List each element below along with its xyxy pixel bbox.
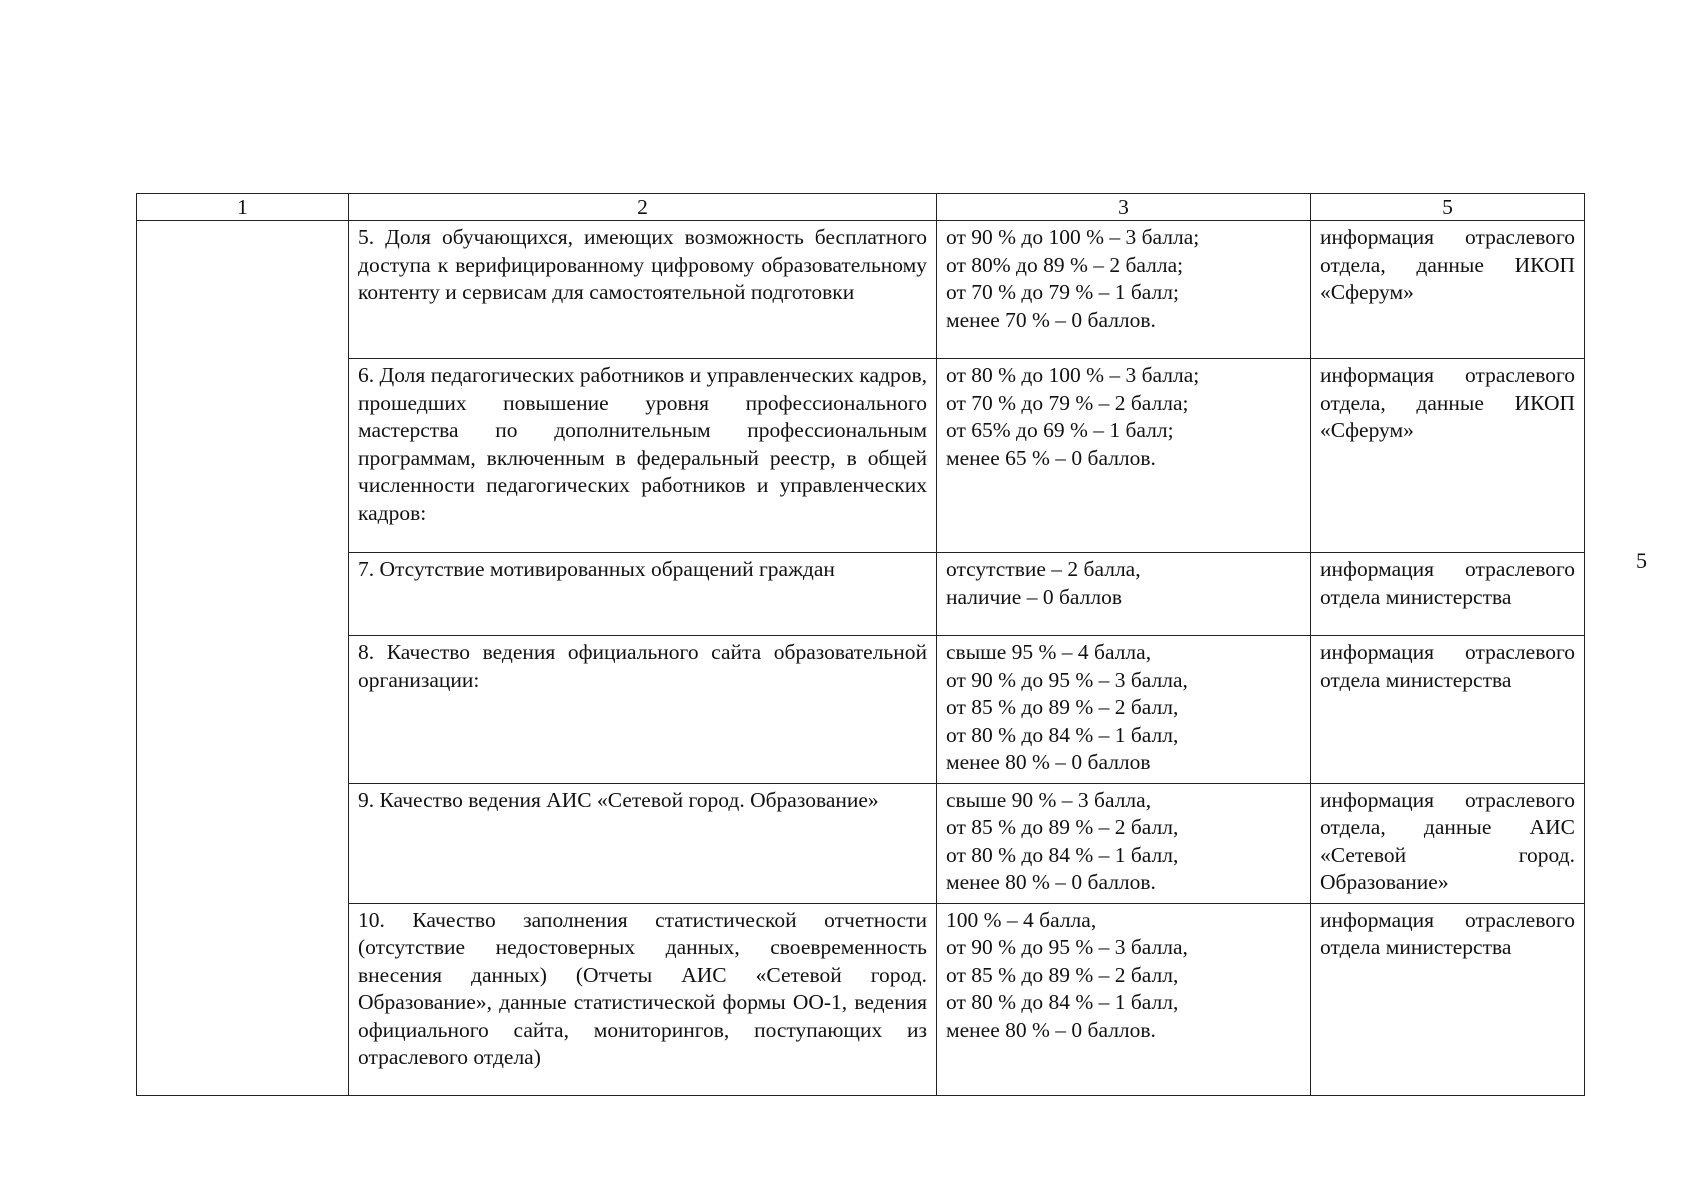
indicator-cell: 9. Качество ведения АИС «Сетевой город. Образование» xyxy=(349,783,937,903)
criteria-cell xyxy=(937,903,1311,1095)
table-row xyxy=(137,903,1585,1095)
indicator-cell: 6. Доля педагогических работников и управленческих кадров, прошедших повышение уровня профессионального мастерства по дополнительным профессиональным программам, включенным в федеральный реестр, в общей численности педагогических работников и управленческих кадров: xyxy=(349,359,937,553)
criteria-line: от 85 % до 89 % – 2 балл, xyxy=(946,962,1179,987)
criteria-line: менее 80 % – 0 баллов xyxy=(946,750,1151,774)
indicator-cell: 10. Качество заполнения статистической отчетности (отсутствие недостоверных данных, своевременность внесения данных) (Отчеты АИС «Сетевой город. Образование», данные статистической формы ОО-1, ведения официального сайта, мониторингов, поступающих из отраслевого отдела) xyxy=(349,903,937,1095)
page-number: 5 xyxy=(1636,548,1647,573)
criteria-line: от 80 % до 84 % – 1 балл, xyxy=(946,842,1179,867)
source-cell: информация отраслевого отдела, данные ИКОП «Сферум» xyxy=(1311,359,1585,553)
criteria-line: от 70 % до 79 % – 1 балл; xyxy=(946,280,1179,304)
criteria-line: 100 % – 4 балла, xyxy=(946,907,1097,932)
table-row xyxy=(137,553,1585,636)
column-number-2: 2 xyxy=(349,194,937,221)
criteria-line: от 80 % до 100 % – 3 балла; xyxy=(946,363,1200,387)
criteria-line: менее 70 % – 0 баллов. xyxy=(946,307,1156,332)
column-number-1: 1 xyxy=(137,194,349,221)
criteria-line: от 80% до 89 % – 2 балла; xyxy=(946,252,1184,277)
criteria-line: от 85 % до 89 % – 2 балл, xyxy=(946,695,1179,719)
criteria-cell xyxy=(937,221,1311,359)
table-row xyxy=(137,359,1585,553)
criteria-line: от 90 % до 100 % – 3 балла; xyxy=(946,225,1200,249)
criteria-line: от 85 % до 89 % – 2 балл, xyxy=(946,815,1179,839)
source-cell: информация отраслевого отдела министерства xyxy=(1311,553,1585,636)
criteria-table xyxy=(136,193,1585,1096)
criteria-line: от 70 % до 79 % – 2 балла; xyxy=(946,390,1189,415)
table-row xyxy=(137,636,1585,784)
column-number-3: 3 xyxy=(937,194,1311,221)
empty-first-column-cell xyxy=(137,221,349,1096)
source-cell: информация отраслевого отдела, данные АИС «Сетевой город. Образование» xyxy=(1311,783,1585,903)
criteria-line: отсутствие – 2 балла, xyxy=(946,557,1141,581)
column-number-5: 5 xyxy=(1311,194,1585,221)
criteria-line: от 80 % до 84 % – 1 балл, xyxy=(946,990,1179,1014)
indicator-cell: 8. Качество ведения официального сайта образовательной организации: xyxy=(349,636,937,784)
criteria-line: свыше 95 % – 4 балла, xyxy=(946,640,1152,664)
criteria-line: от 90 % до 95 % – 3 балла, xyxy=(946,935,1188,959)
indicator-cell: 5. Доля обучающихся, имеющих возможность бесплатного доступа к верифицированному цифровому образовательному контенту и сервисам для самостоятельной подготовки xyxy=(349,221,937,359)
table-header-row xyxy=(137,194,1585,221)
criteria-cell xyxy=(937,553,1311,636)
criteria-cell xyxy=(937,636,1311,784)
table-row xyxy=(137,783,1585,903)
criteria-line: от 65% до 69 % – 1 балл; xyxy=(946,418,1174,442)
indicator-cell: 7. Отсутствие мотивированных обращений граждан xyxy=(349,553,937,636)
source-cell: информация отраслевого отдела министерства xyxy=(1311,636,1585,784)
criteria-line: менее 65 % – 0 баллов. xyxy=(946,445,1156,470)
source-cell: информация отраслевого отдела, данные ИКОП «Сферум» xyxy=(1311,221,1585,359)
source-cell: информация отраслевого отдела министерства xyxy=(1311,903,1585,1095)
criteria-cell xyxy=(937,783,1311,903)
criteria-line: менее 80 % – 0 баллов. xyxy=(946,1017,1156,1042)
criteria-line: наличие – 0 баллов xyxy=(946,584,1122,609)
criteria-line: от 90 % до 95 % – 3 балла, xyxy=(946,667,1188,692)
criteria-cell xyxy=(937,359,1311,553)
criteria-line: свыше 90 % – 3 балла, xyxy=(946,787,1152,812)
table-row xyxy=(137,221,1585,359)
criteria-line: менее 80 % – 0 баллов. xyxy=(946,870,1156,894)
criteria-line: от 80 % до 84 % – 1 балл, xyxy=(946,722,1179,747)
